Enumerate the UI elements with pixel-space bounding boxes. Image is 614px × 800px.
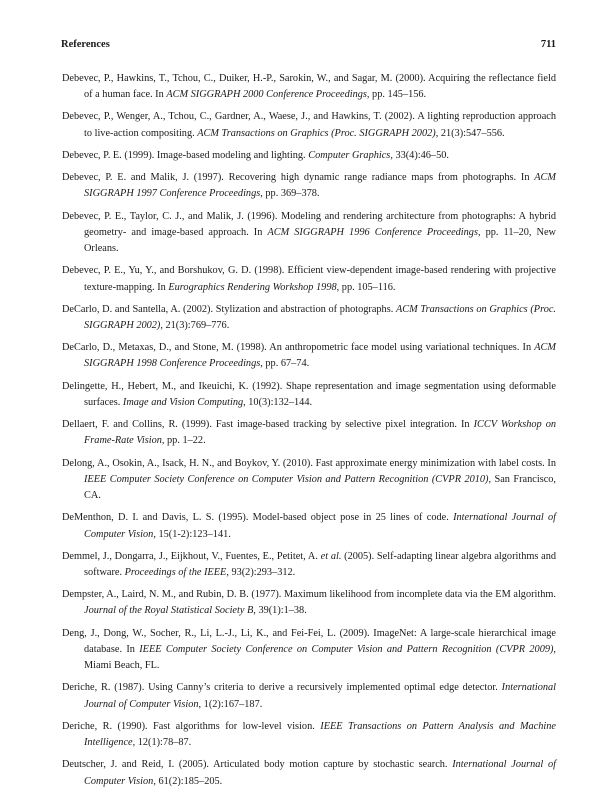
reference-text: , pp. 105–116.	[336, 281, 396, 293]
reference-text: , 12(1):78–87.	[132, 737, 192, 749]
reference-text: Deriche, R. (1990). Fast algorithms for low-level vision.	[62, 720, 321, 732]
reference-text: , pp. 145–156.	[366, 89, 427, 101]
reference-entry	[62, 148, 556, 164]
reference-venue: Image and Vision Computing	[122, 396, 244, 408]
reference-text: , 39(1):1–38.	[253, 605, 307, 617]
reference-venue: International Journal of Computer Vision	[84, 759, 557, 787]
reference-text: Delingette, H., Hebert, M., and Ikeuichi, K. (1992). Shape representation and image segmentation using deformable surfaces.	[62, 380, 556, 408]
reference-text: , 61(2):185–205.	[153, 775, 223, 787]
reference-entry	[62, 109, 556, 141]
reference-text: , pp. 11–20, New Orleans.	[84, 226, 556, 255]
reference-entry	[62, 379, 556, 411]
reference-text: , San Francisco, CA.	[84, 473, 556, 502]
reference-text: , pp. 67–74.	[260, 358, 310, 370]
reference-venue: ACM SIGGRAPH 1997 Conference Proceedings	[84, 172, 556, 200]
reference-entry	[62, 587, 556, 619]
reference-venue: Eurographics Rendering Workshop 1998	[168, 281, 337, 293]
reference-venue: et al.	[320, 550, 342, 562]
reference-entry	[62, 209, 556, 257]
reference-text: Dempster, A., Laird, N. M., and Rubin, D. B. (1977). Maximum likelihood from incomplete data via the EM algorithm.	[62, 589, 556, 601]
reference-entry	[62, 510, 556, 542]
reference-entry	[62, 302, 556, 334]
reference-venue: International Journal of Computer Vision	[84, 682, 556, 710]
page-number: 711	[540, 39, 556, 50]
reference-entry	[62, 456, 556, 504]
reference-venue: ACM SIGGRAPH 1998 Conference Proceedings	[84, 342, 556, 370]
reference-text: , pp. 369–378.	[260, 188, 320, 200]
reference-text: , 15(1-2):123–141.	[153, 528, 231, 540]
reference-entry	[62, 757, 556, 789]
reference-text: Deriche, R. (1987). Using Canny’s criteria to derive a recursively implemented optimal edge detector.	[62, 682, 502, 694]
reference-text: DeCarlo, D. and Santella, A. (2002). Stylization and abstraction of photographs.	[62, 303, 396, 315]
reference-venue: Computer Graphics	[308, 149, 391, 161]
reference-text: , 21(3):547–556.	[435, 127, 505, 139]
reference-text: Debevec, P., Wenger, A., Tchou, C., Gardner, A., Waese, J., and Hawkins, T. (2002). A lighting reproduction approach to live-action compositing.	[62, 111, 556, 139]
reference-text: (2005). Self-adapting linear algebra algorithms and software.	[84, 550, 556, 578]
reference-venue: IEEE Computer Society Conference on Computer Vision and Pattern Recognition (CVPR 2009)	[139, 643, 554, 655]
reference-text: DeMenthon, D. I. and Davis, L. S. (1995). Model-based object pose in 25 lines of code.	[62, 512, 454, 524]
reference-text: Delong, A., Osokin, A., Isack, H. N., and Boykov, Y. (2010). Fast approximate energy minimization with label costs. In	[62, 457, 556, 469]
reference-text: , 21(3):769–776.	[160, 320, 230, 331]
reference-text: , 1(2):167–187.	[198, 698, 263, 710]
reference-venue: Journal of the Royal Statistical Society B	[84, 605, 254, 617]
reference-text: , 10(3):132–144.	[243, 396, 313, 408]
reference-text: Debevec, P. E., Yu, Y., and Borshukov, G. D. (1998). Efficient view-dependent image-based rendering with projective texture-mapping. In	[62, 265, 556, 293]
reference-entry	[62, 549, 556, 581]
reference-venue: IEEE Computer Society Conference on Computer Vision and Pattern Recognition (CVPR 2010)	[84, 473, 489, 485]
reference-text: , pp. 1–22.	[161, 435, 206, 447]
reference-text: Debevec, P. E. and Malik, J. (1997). Recovering high dynamic range radiance maps from photographs. In	[62, 172, 535, 184]
reference-venue: IEEE Transactions on Pattern Analysis and Machine Intelligence	[84, 720, 556, 749]
reference-text: , 93(2):293–312.	[226, 567, 296, 578]
reference-venue: ICCV Workshop on Frame-Rate Vision	[84, 419, 556, 447]
reference-venue: ACM Transactions on Graphics (Proc. SIGGRAPH 2002)	[84, 303, 556, 331]
reference-text: Dellaert, F. and Collins, R. (1999). Fast image-based tracking by selective pixel integration. In	[62, 419, 474, 431]
reference-entry	[62, 417, 556, 449]
reference-entry	[62, 719, 556, 751]
reference-entry	[62, 170, 556, 202]
reference-venue: ACM Transactions on Graphics (Proc. SIGGRAPH 2002)	[197, 127, 436, 139]
section-title: References	[61, 39, 110, 50]
reference-entry	[62, 263, 556, 295]
reference-venue: International Journal of Computer Vision	[84, 512, 557, 540]
reference-text: Debevec, P. E., Taylor, C. J., and Malik, J. (1996). Modeling and rendering architecture from photographs: A hybrid geometry- and image-based approach. In	[62, 210, 556, 238]
reference-venue: ACM SIGGRAPH 1996 Conference Proceedings	[267, 226, 478, 238]
reference-entry	[62, 340, 556, 372]
running-header	[61, 39, 556, 53]
reference-text: DeCarlo, D., Metaxas, D., and Stone, M. (1998). An anthropometric face model using variational techniques. In	[62, 342, 535, 354]
reference-text: Demmel, J., Dongarra, J., Eijkhout, V., Fuentes, E., Petitet, A.	[62, 550, 321, 562]
reference-venue: Proceedings of the IEEE	[124, 567, 227, 578]
reference-venue: ACM SIGGRAPH 2000 Conference Proceedings	[166, 89, 367, 101]
reference-entry	[62, 71, 556, 103]
reference-text: , Miami Beach, FL.	[84, 643, 556, 672]
reference-text: Deng, J., Dong, W., Socher, R., Li, L.-J., Li, K., and Fei-Fei, L. (2009). ImageNet: A large-scale hierarchical image database. In	[62, 627, 556, 655]
reference-text: Debevec, P. E. (1999). Image-based modeling and lighting.	[62, 149, 309, 161]
reference-entry	[62, 626, 556, 674]
reference-list	[62, 71, 556, 796]
reference-text: , 33(4):46–50.	[390, 149, 449, 161]
reference-text: Debevec, P., Hawkins, T., Tchou, C., Duiker, H.-P., Sarokin, W., and Sagar, M. (2000). Acquiring the reflectance field of a human face. In	[62, 73, 556, 101]
reference-entry	[62, 680, 556, 712]
reference-text: Deutscher, J. and Reid, I. (2005). Articulated body motion capture by stochastic search.	[62, 759, 453, 771]
